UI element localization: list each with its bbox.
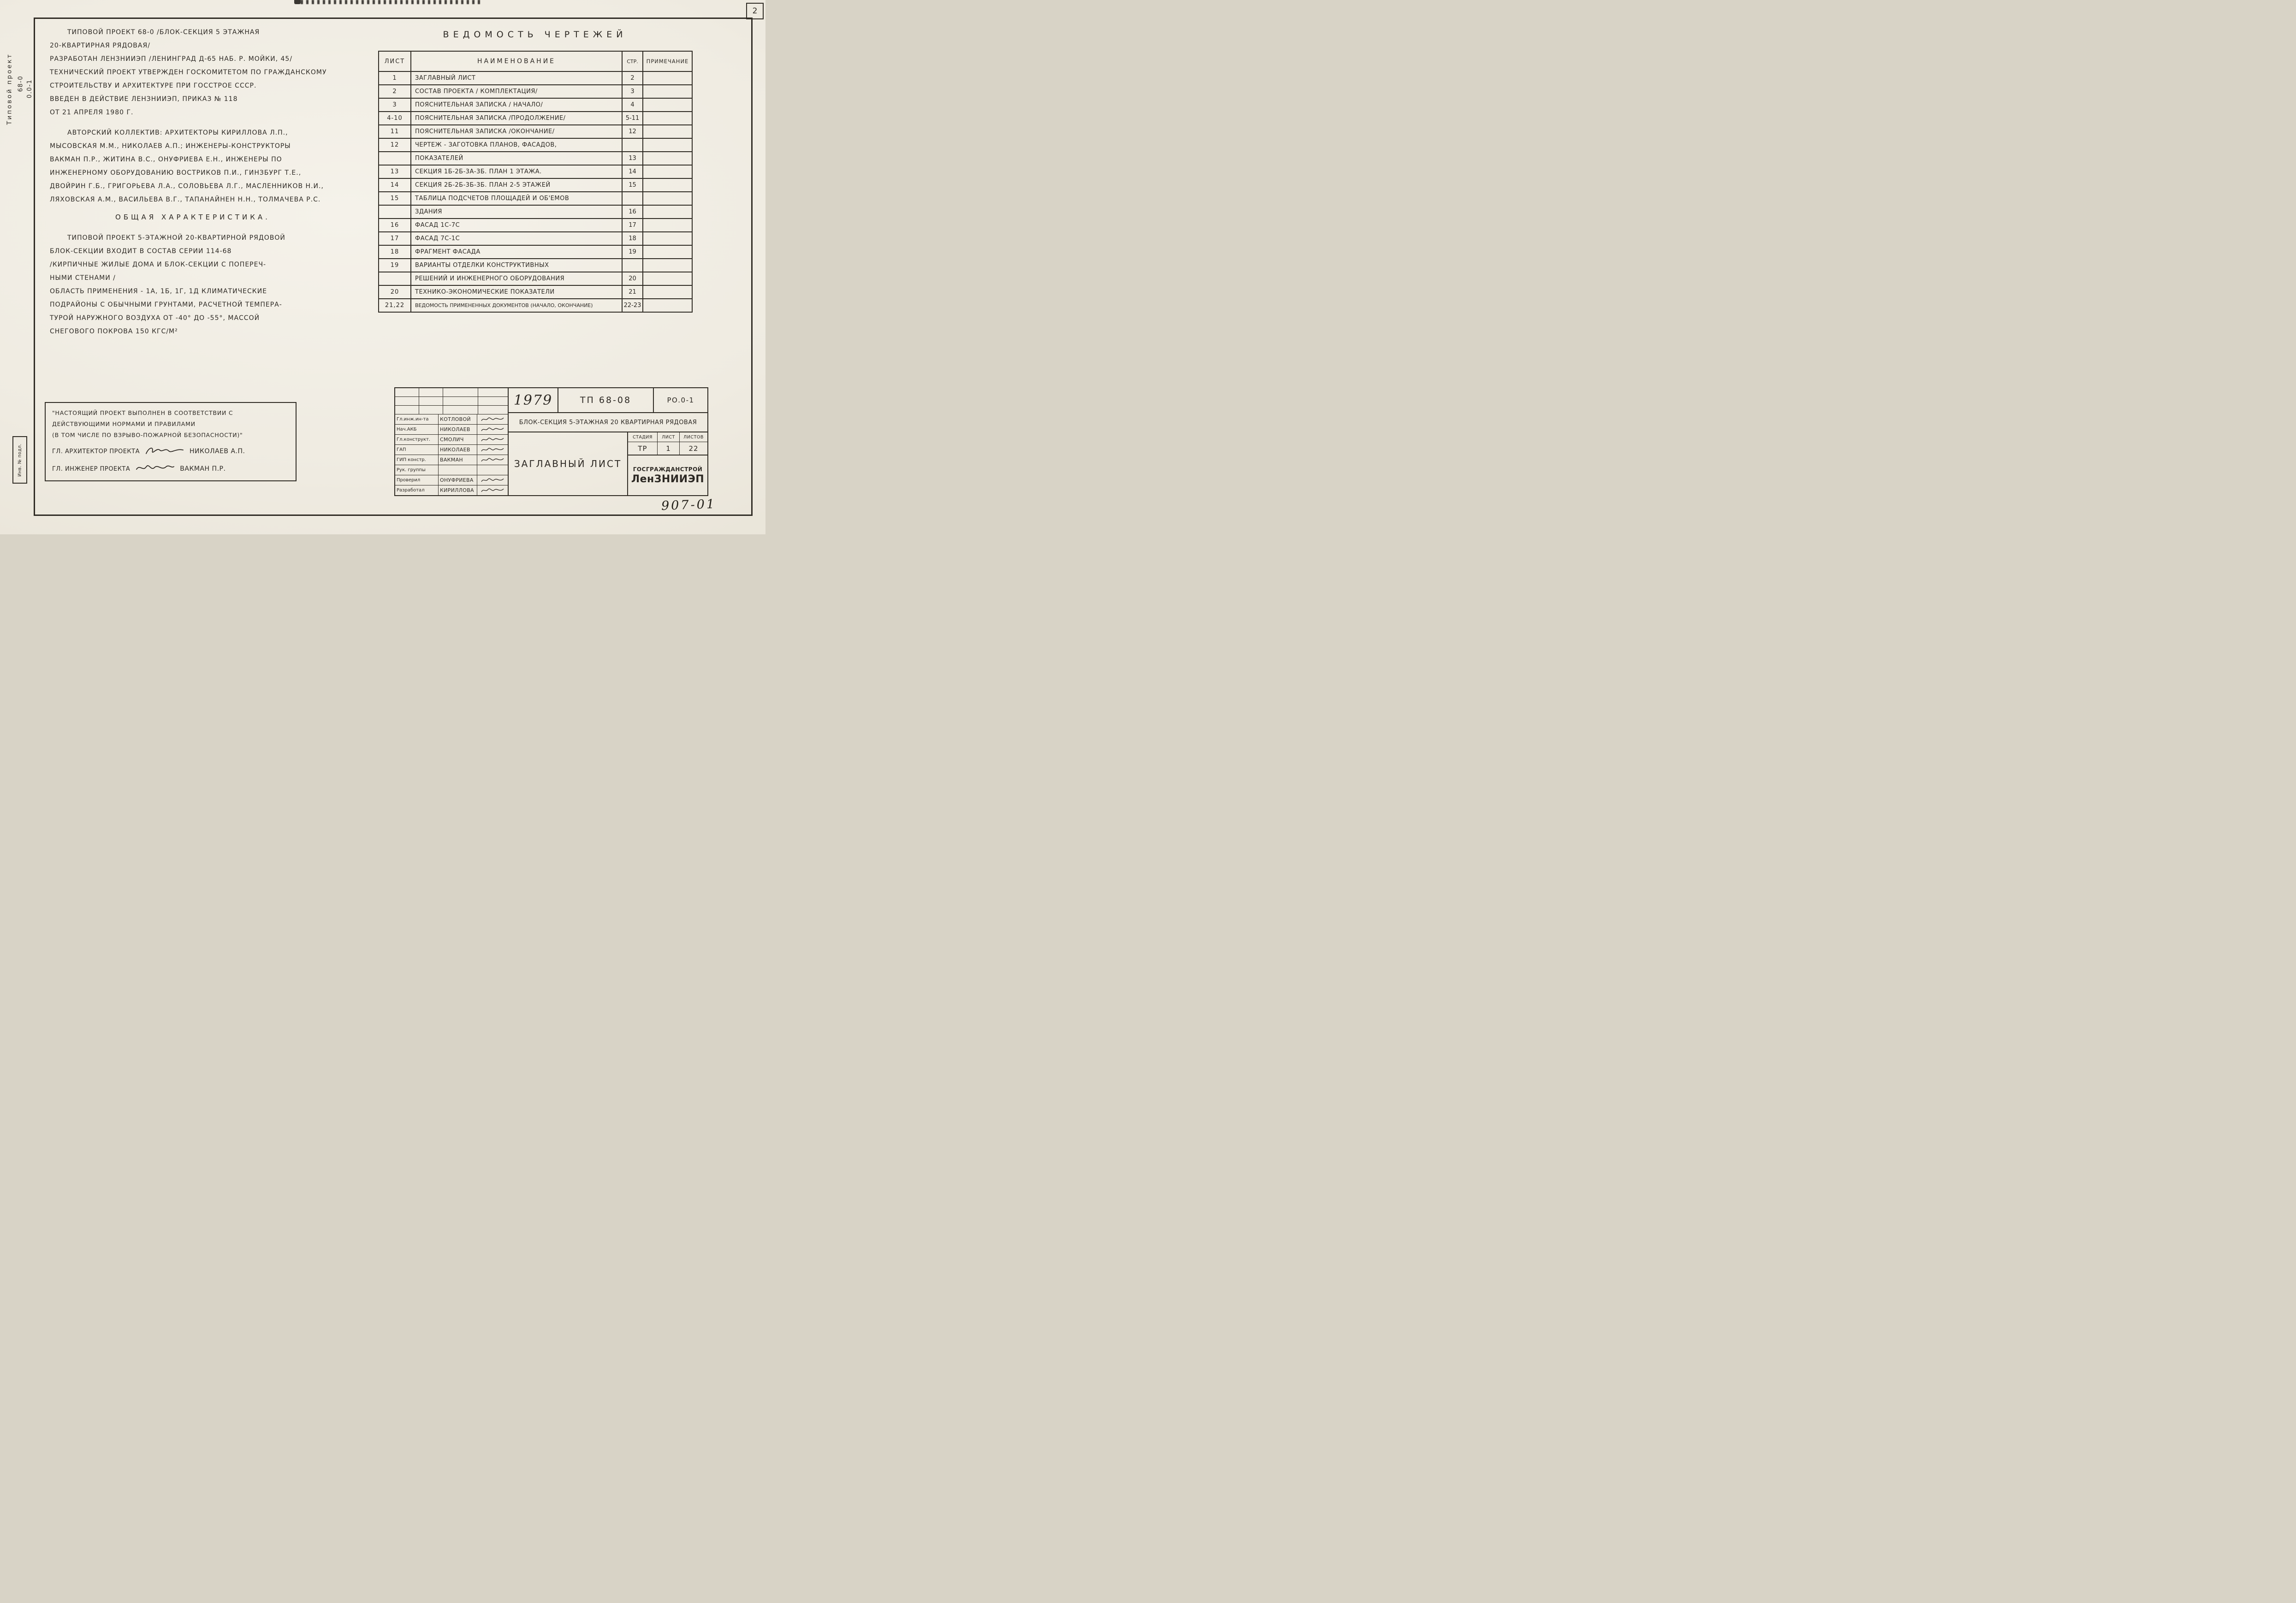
title-block-role-row (395, 435, 508, 445)
cell-note (643, 178, 692, 192)
doc-code-cell: ТП 68-08 (558, 388, 654, 412)
cell-drawing-name: ВЕДОМОСТЬ ПРИМЕНЕННЫХ ДОКУМЕНТОВ (НАЧАЛО, ОКОНЧАНИЕ) (411, 299, 622, 312)
signature-icon (144, 445, 185, 457)
cell-page-number: 19 (622, 245, 643, 259)
stage-value: ТР (628, 442, 658, 455)
signature-icon (135, 463, 175, 475)
handwritten-archive-number: 907-01 (661, 497, 717, 514)
table-row (379, 192, 692, 205)
cell-page-number: 17 (622, 219, 643, 232)
cell-note (643, 272, 692, 285)
title-block-role-row (395, 455, 508, 465)
cell-note (643, 259, 692, 272)
cell-page-number: 13 (622, 152, 643, 165)
table-row (379, 71, 692, 85)
year-cell: 1979 (509, 388, 558, 412)
col-header-sheet: ЛИСТ (379, 51, 411, 71)
role-signature (477, 414, 508, 424)
text-line: СНЕГОВОГО ПОКРОВА 150 КГС/М² (50, 328, 178, 335)
empty-cell (443, 388, 478, 396)
cell-drawing-name: ТЕХНИКО-ЭКОНОМИЧЕСКИЕ ПОКАЗАТЕЛИ (411, 285, 622, 299)
inventory-number-box (12, 436, 27, 484)
signature-icon (481, 457, 504, 463)
role-signature (477, 475, 508, 485)
stage-and-org (628, 432, 707, 495)
chief-engineer-signature-row (52, 462, 289, 476)
sheet-header: ЛИСТ (658, 432, 680, 442)
cell-sheet-number: 3 (379, 98, 411, 112)
text-line: ОТ 21 АПРЕЛЯ 1980 Г. (50, 109, 134, 116)
table-row (379, 205, 692, 219)
cell-page-number: 20 (622, 272, 643, 285)
stage-header: СТАДИЯ (628, 432, 658, 442)
cell-page-number (622, 259, 643, 272)
drawings-table-title: ВЕДОМОСТЬ ЧЕРТЕЖЕЙ (443, 30, 627, 40)
text-line: СТРОИТЕЛЬСТВУ И АРХИТЕКТУРЕ ПРИ ГОССТРОЕ СССР. (50, 82, 257, 89)
cell-drawing-name: ПОЯСНИТЕЛЬНАЯ ЗАПИСКА / НАЧАЛО/ (411, 98, 622, 112)
text-line: НЫМИ СТЕНАМИ / (50, 274, 116, 282)
role-name: НИКОЛАЕВ (439, 425, 477, 434)
cell-drawing-name: СОСТАВ ПРОЕКТА / КОМПЛЕКТАЦИЯ/ (411, 85, 622, 98)
role-label: Разработал (395, 485, 439, 495)
cell-page-number: 21 (622, 285, 643, 299)
stamp-empty-row (395, 397, 508, 406)
empty-cell (419, 397, 443, 405)
cell-drawing-name: ПОКАЗАТЕЛЕЙ (411, 152, 622, 165)
text-line: МЫСОВСКАЯ М.М., НИКОЛАЕВ А.П.; ИНЖЕНЕРЫ-КОНСТРУКТОРЫ (50, 142, 291, 150)
text-line: ТИПОВОЙ ПРОЕКТ 5-ЭТАЖНОЙ 20-КВАРТИРНОЙ РЯДОВОЙ (67, 234, 285, 242)
cell-note (643, 98, 692, 112)
cell-note (643, 285, 692, 299)
stamp-empty-row (395, 406, 508, 414)
text-line: ТУРОЙ НАРУЖНОГО ВОЗДУХА ОТ -40° ДО -55°, МАССОЙ (50, 314, 260, 322)
cell-page-number (622, 192, 643, 205)
cell-sheet-number: 4-10 (379, 112, 411, 125)
cell-drawing-name: ЗДАНИЯ (411, 205, 622, 219)
col-header-page: СТР. (622, 51, 643, 71)
signature-icon (481, 487, 504, 493)
signature-icon (481, 477, 504, 483)
table-row (379, 98, 692, 112)
cell-page-number: 22-23 (622, 299, 643, 312)
title-block-left (395, 388, 509, 495)
text-line: 20-КВАРТИРНАЯ РЯДОВАЯ/ (50, 42, 150, 49)
organization-line1: ГОСГРАЖДАНСТРОЙ (633, 466, 703, 473)
cell-drawing-name: СЕКЦИЯ 2Б-2Б-3Б-3Б. ПЛАН 2-5 ЭТАЖЕЙ (411, 178, 622, 192)
margin-series-text: Типовой проект (6, 53, 13, 125)
sheet-value: 1 (658, 442, 680, 455)
signature-icon (481, 437, 504, 443)
table-row (379, 112, 692, 125)
cell-note (643, 71, 692, 85)
cell-page-number: 18 (622, 232, 643, 245)
cell-note (643, 152, 692, 165)
empty-cell (419, 406, 443, 414)
page-number: 2 (752, 6, 758, 16)
cell-drawing-name: ФАСАД 7С-1С (411, 232, 622, 245)
organization-line2: ЛенЗНИИЭП (631, 473, 705, 485)
table-row (379, 285, 692, 299)
cell-drawing-name: СЕКЦИЯ 1Б-2Б-3А-3Б. ПЛАН 1 ЭТАЖА. (411, 165, 622, 178)
cell-sheet-number: 12 (379, 138, 411, 152)
stamp-empty-row (395, 388, 508, 397)
empty-cell (419, 388, 443, 396)
empty-cell (395, 388, 419, 396)
cell-sheet-number (379, 205, 411, 219)
empty-cell (443, 406, 478, 414)
empty-cell (478, 406, 508, 414)
cell-note (643, 125, 692, 138)
signature-icon (481, 447, 504, 453)
text-line: АВТОРСКИЙ КОЛЛЕКТИВ: АРХИТЕКТОРЫ КИРИЛЛОВА Л.П., (67, 129, 288, 136)
title-block-role-row (395, 425, 508, 435)
cell-note (643, 232, 692, 245)
title-block-role-row (395, 485, 508, 495)
cell-sheet-number: 14 (379, 178, 411, 192)
role-label: Рук. группы (395, 465, 439, 475)
page-number-box (746, 3, 764, 19)
characteristics-paragraph (50, 231, 378, 338)
cell-page-number: 14 (622, 165, 643, 178)
title-block-role-row (395, 445, 508, 455)
margin-album-code-text: 0.0-1 (26, 79, 34, 98)
cell-page-number: 3 (622, 85, 643, 98)
cell-drawing-name: ЗАГЛАВНЫЙ ЛИСТ (411, 71, 622, 85)
title-block-roles (395, 414, 508, 495)
project-intro-paragraph (50, 26, 378, 119)
cell-drawing-name: ПОЯСНИТЕЛЬНАЯ ЗАПИСКА /ПРОДОЛЖЕНИЕ/ (411, 112, 622, 125)
table-row (379, 125, 692, 138)
inventory-label: Инв. № подл. (17, 443, 23, 477)
table-row (379, 178, 692, 192)
text-line: ЛЯХОВСКАЯ А.М., ВАСИЛЬЕВА В.Г., ТАПАНАЙНЕН Н.Н., ТОЛМАЧЕВА Р.С. (50, 196, 321, 203)
cell-sheet-number: 17 (379, 232, 411, 245)
empty-cell (443, 397, 478, 405)
role-signature (477, 455, 508, 465)
signature-icon (481, 426, 504, 432)
sheets-header: ЛИСТОВ (683, 434, 704, 440)
cell-sheet-number: 2 (379, 85, 411, 98)
text-line: ТИПОВОЙ ПРОЕКТ 68-0 /БЛОК-СЕКЦИЯ 5 ЭТАЖНАЯ (67, 29, 260, 36)
text-line: БЛОК-СЕКЦИИ ВХОДИТ В СОСТАВ СЕРИИ 114-68 (50, 248, 232, 255)
cell-page-number: 16 (622, 205, 643, 219)
table-row (379, 219, 692, 232)
scanned-sheet (0, 0, 765, 534)
cell-page-number: 5-11 (622, 112, 643, 125)
cell-sheet-number (379, 152, 411, 165)
col-header-name: НАИМЕНОВАНИЕ (411, 51, 622, 71)
role-signature (477, 485, 508, 495)
text-line: ПОДРАЙОНЫ С ОБЫЧНЫМИ ГРУНТАМИ, РАСЧЕТНОЙ ТЕМПЕРА- (50, 301, 282, 308)
table-row (379, 299, 692, 312)
cell-note (643, 219, 692, 232)
margin-series-label (2, 40, 18, 138)
table-row (379, 85, 692, 98)
cell-sheet-number: 19 (379, 259, 411, 272)
signature-icon (481, 416, 504, 422)
drawings-table-header-row (379, 51, 692, 71)
cell-drawing-name: ФАСАД 1С-7С (411, 219, 622, 232)
text-line: РАЗРАБОТАН ЛЕНЗНИИЭП /ЛЕНИНГРАД Д-65 НАБ. Р. МОЙКИ, 45/ (50, 55, 293, 63)
margin-series-code-text: 68-0 (17, 75, 24, 92)
signature-role: ГЛ. АРХИТЕКТОР ПРОЕКТА (52, 448, 140, 455)
title-block-right (509, 388, 707, 495)
title-block-role-row (395, 475, 508, 485)
cell-note (643, 138, 692, 152)
cell-sheet-number: 1 (379, 71, 411, 85)
compliance-note-box (45, 402, 297, 481)
cell-drawing-name: ТАБЛИЦА ПОДСЧЕТОВ ПЛОЩАДЕЙ И ОБ'ЕМОВ (411, 192, 622, 205)
text-line: /КИРПИЧНЫЕ ЖИЛЫЕ ДОМА И БЛОК-СЕКЦИИ С ПОПЕРЕЧ- (50, 261, 267, 268)
cell-page-number (622, 138, 643, 152)
table-row (379, 259, 692, 272)
title-block (394, 387, 708, 496)
note-line: ДЕЙСТВУЮЩИМИ НОРМАМИ И ПРАВИЛАМИ (52, 420, 196, 427)
role-label: Гл.конструкт. (395, 435, 439, 444)
scan-artifact (301, 0, 481, 4)
authors-paragraph (50, 126, 378, 207)
margin-series-code (16, 65, 26, 102)
cell-sheet-number: 21,22 (379, 299, 411, 312)
cell-page-number: 4 (622, 98, 643, 112)
table-row (379, 165, 692, 178)
cell-sheet-number: 16 (379, 219, 411, 232)
role-name: КОТЛОВОЙ (439, 414, 477, 424)
chief-architect-signature-row (52, 444, 289, 458)
cell-sheet-number: 20 (379, 285, 411, 299)
role-name: ВАКМАН (439, 455, 477, 465)
cell-note (643, 165, 692, 178)
role-name: НИКОЛАЕВ (439, 445, 477, 455)
stage-header-row (628, 432, 707, 442)
stage-value-row (628, 442, 707, 455)
role-name: СМОЛИЧ (439, 435, 477, 444)
signature-name: ВАКМАН П.Р. (180, 465, 226, 473)
text-line: ТЕХНИЧЕСКИЙ ПРОЕКТ УТВЕРЖДЕН ГОСКОМИТЕТОМ ПО ГРАЖДАНСКОМУ (50, 69, 327, 76)
role-label: ГИП констр. (395, 455, 439, 465)
cell-drawing-name: РЕШЕНИЙ И ИНЖЕНЕРНОГО ОБОРУДОВАНИЯ (411, 272, 622, 285)
sheet-title-cell: ЗАГЛАВНЫЙ ЛИСТ (509, 432, 628, 495)
cell-page-number: 12 (622, 125, 643, 138)
title-block-role-row (395, 414, 508, 425)
empty-cell (478, 388, 508, 396)
role-signature (477, 435, 508, 444)
cell-sheet-number: 18 (379, 245, 411, 259)
role-label: Проверил (395, 475, 439, 485)
scan-artifact (294, 0, 301, 4)
cell-drawing-name: ЧЕРТЕЖ - ЗАГОТОВКА ПЛАНОВ, ФАСАДОВ, (411, 138, 622, 152)
cell-drawing-name: ВАРИАНТЫ ОТДЕЛКИ КОНСТРУКТИВНЫХ (411, 259, 622, 272)
cell-sheet-number (379, 272, 411, 285)
note-line: "НАСТОЯЩИЙ ПРОЕКТ ВЫПОЛНЕН В СООТВЕТСТВИИ С (52, 409, 233, 416)
table-row (379, 272, 692, 285)
compliance-note-text (52, 408, 289, 441)
cell-note (643, 245, 692, 259)
sheets-value: 22 (688, 444, 699, 453)
title-block-top-row (509, 388, 707, 413)
drawings-table-body (379, 71, 692, 312)
cell-note (643, 192, 692, 205)
empty-cell (395, 397, 419, 405)
cell-page-number: 15 (622, 178, 643, 192)
text-line: ВВЕДЕН В ДЕЙСТВИЕ ЛЕНЗНИИЭП, ПРИКАЗ № 118 (50, 95, 238, 103)
text-line: ИНЖЕНЕРНОМУ ОБОРУДОВАНИЮ ВОСТРИКОВ П.И., ГИНЗБУРГ Т.Е., (50, 169, 302, 177)
cell-sheet-number: 11 (379, 125, 411, 138)
title-block-role-row (395, 465, 508, 475)
margin-album-code (25, 67, 35, 110)
cell-sheet-number: 13 (379, 165, 411, 178)
note-line: (В ТОМ ЧИСЛЕ ПО ВЗРЫВО-ПОЖАРНОЙ БЕЗОПАСНОСТИ)" (52, 432, 243, 438)
text-line: ОБЛАСТЬ ПРИМЕНЕНИЯ - 1А, 1Б, 1Г, 1Д КЛИМАТИЧЕСКИЕ (50, 288, 267, 295)
cell-note (643, 112, 692, 125)
cell-drawing-name: ПОЯСНИТЕЛЬНАЯ ЗАПИСКА /ОКОНЧАНИЕ/ (411, 125, 622, 138)
table-row (379, 232, 692, 245)
text-line: ДВОЙРИН Г.Б., ГРИГОРЬЕВА Л.А., СОЛОВЬЕВА Л.Г., МАСЛЕННИКОВ Н.И., (50, 183, 324, 190)
role-name: ОНУФРИЕВА (439, 475, 477, 485)
role-name (439, 465, 477, 475)
signature-role: ГЛ. ИНЖЕНЕР ПРОЕКТА (52, 465, 131, 473)
sheet-code-cell: РО.0-1 (667, 396, 694, 404)
cell-drawing-name: ФРАГМЕНТ ФАСАДА (411, 245, 622, 259)
organization-cell (628, 455, 707, 495)
role-label: Нач.АКБ (395, 425, 439, 434)
cell-note (643, 85, 692, 98)
empty-cell (478, 397, 508, 405)
cell-page-number: 2 (622, 71, 643, 85)
role-signature (477, 445, 508, 455)
object-title-cell: БЛОК-СЕКЦИЯ 5-ЭТАЖНАЯ 20 КВАРТИРНАЯ РЯДОВАЯ (509, 413, 707, 432)
role-name: КИРИЛЛОВА (439, 485, 477, 495)
table-row (379, 152, 692, 165)
table-row (379, 245, 692, 259)
drawings-table (378, 51, 693, 313)
cell-note (643, 299, 692, 312)
cell-sheet-number: 15 (379, 192, 411, 205)
title-block-bottom (509, 432, 707, 495)
role-label: Гл.инж.ин-та (395, 414, 439, 424)
role-signature (477, 425, 508, 434)
role-label: ГАП (395, 445, 439, 455)
cell-note (643, 205, 692, 219)
table-row (379, 138, 692, 152)
col-header-note: ПРИМЕЧАНИЕ (643, 51, 692, 71)
empty-cell (395, 406, 419, 414)
signature-name: НИКОЛАЕВ А.П. (190, 448, 245, 455)
section-heading: ОБЩАЯ ХАРАКТЕРИСТИКА. (115, 213, 270, 221)
text-line: ВАКМАН П.Р., ЖИТИНА В.С., ОНУФРИЕВА Е.Н., ИНЖЕНЕРЫ ПО (50, 156, 282, 163)
